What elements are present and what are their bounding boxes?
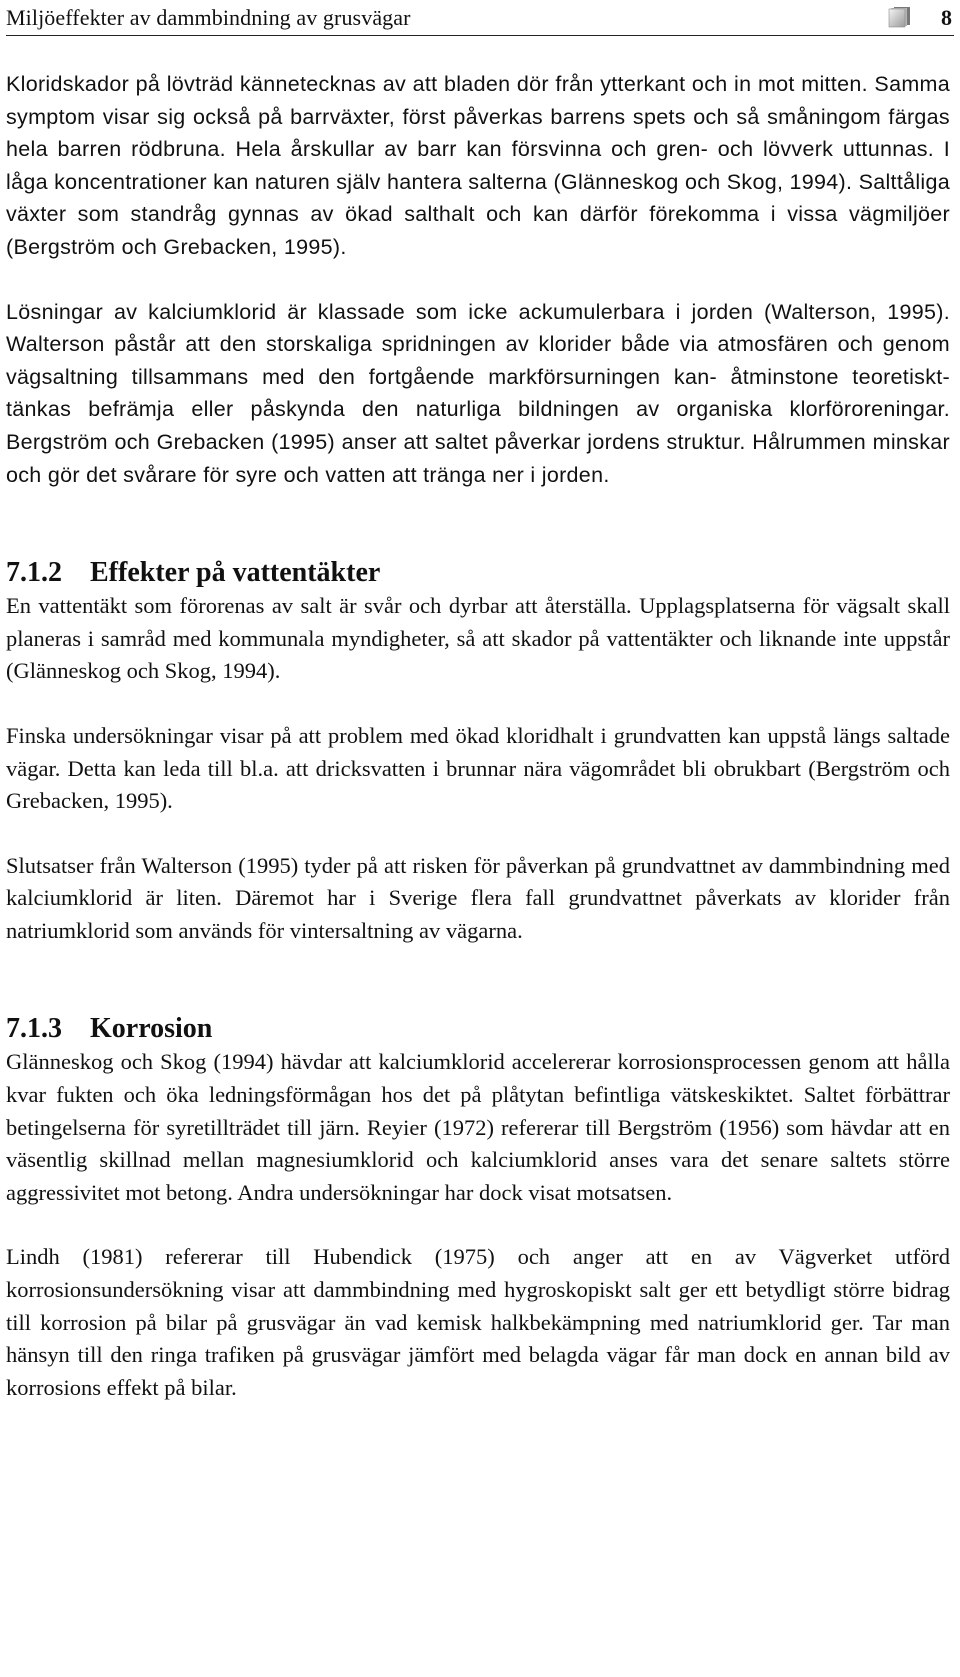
section-title: Effekter på vattentäkter — [90, 557, 381, 589]
paragraph: Glänneskog och Skog (1994) hävdar att kalciumklorid accelererar korrosionsprocessen genom att hålla kvar fukten och öka ledningsförmågan hos det på plåtytan befintliga vätskeskiktet. Saltet förbättrar betingelserna för syretillträdet till järn. Reyier (1972) refererar till Bergström (1956) som hävdar att en väsentlig skillnad mellan magnesiumklorid och kalciumklorid anses vara det senare saltets större aggressivitet mot betong. Andra undersökningar har dock visat motsatsen. — [6, 1049, 950, 1205]
paragraph: Finska undersökningar visar på att problem med ökad kloridhalt i grundvatten kan uppstå längs saltade vägar. Detta kan leda till bl.a. att dricksvatten i brunnar nära vägområdet bli obrukbart (Bergström och Grebacken, 1995). — [6, 722, 950, 814]
paragraph: Lösningar av kalciumklorid är klassade som icke ackumulerbara i jorden (Walterson, 1995). Walterson påstår att den storskaliga spridningen av klorider både via atmosfären och genom vägsaltning tillsammans med den fortgående markförsurningen kan- åtminstone teoretiskt- tänkas befrämja eller påskynda den naturliga bildningen av organiska klorföroreningar. Bergström och Grebacken (1995) anser att saltet påverkar jordens struktur. Hålrummen minskar och gör det svårare för syre och vatten att tränga ner i jorden. — [6, 299, 950, 487]
running-title: Miljöeffekter av dammbindning av grusvägar — [6, 5, 411, 30]
document-body — [6, 68, 950, 1404]
page-number: 8 — [941, 5, 952, 30]
header-divider — [6, 35, 954, 36]
section-number: 7.1.3 — [6, 1013, 62, 1045]
section-heading-vattentakter — [6, 556, 950, 590]
section-heading-korrosion — [6, 1012, 950, 1046]
page-header — [6, 2, 954, 36]
paragraph: Kloridskador på lövträd kännetecknas av att bladen dör från ytterkant och in mot mitten. Samma symptom visar sig också på barrväxter, först påverkas barrens spets och så småningom färgas hela barren rödbruna. Hela årskullar av barr kan försvinna och gren- och lövverk uttunnas. I låga koncentrationer kan naturen själv hantera salterna (Glänneskog och Skog, 1994). Salttåliga växter som standråg gynnas av ökad salthalt och kan därför förekomma i vissa vägmiljöer (Bergström och Grebacken, 1995). — [6, 72, 951, 259]
intro-block — [6, 68, 950, 491]
section-number: 7.1.2 — [6, 557, 62, 589]
page-stack-icon — [888, 6, 912, 28]
paragraph: Slutsatser från Walterson (1995) tyder på att risken för påverkan på grundvattnet av dammbindning med kalciumklorid är liten. Däremot har i Sverige flera fall grundvattnet påverkats av klorider från natriumklorid som används för vintersaltning av vägarna. — [6, 852, 950, 943]
section-title: Korrosion — [90, 1013, 213, 1045]
paragraph: Lindh (1981) refererar till Hubendick (1975) och anger att en av Vägverket utförd korrosionsundersökning visar att dammbindning med hygroskopiskt salt ger ett betydligt större bidrag till korrosion på bilar på grusvägar än vad kemisk halkbekämpning med natriumklorid ger. Tar man hänsyn till den ringa trafiken på grusvägar jämfört med belagda vägar får man dock en annan bild av korrosions effekt på bilar. — [6, 1244, 950, 1400]
paragraph: En vattentäkt som förorenas av salt är svår och dyrbar att återställa. Upplagsplatserna för vägsalt skall planeras i samråd med kommunala myndigheter, så att skador på vattentäkter och liknande inte uppstår (Glänneskog och Skog, 1994). — [6, 593, 950, 684]
